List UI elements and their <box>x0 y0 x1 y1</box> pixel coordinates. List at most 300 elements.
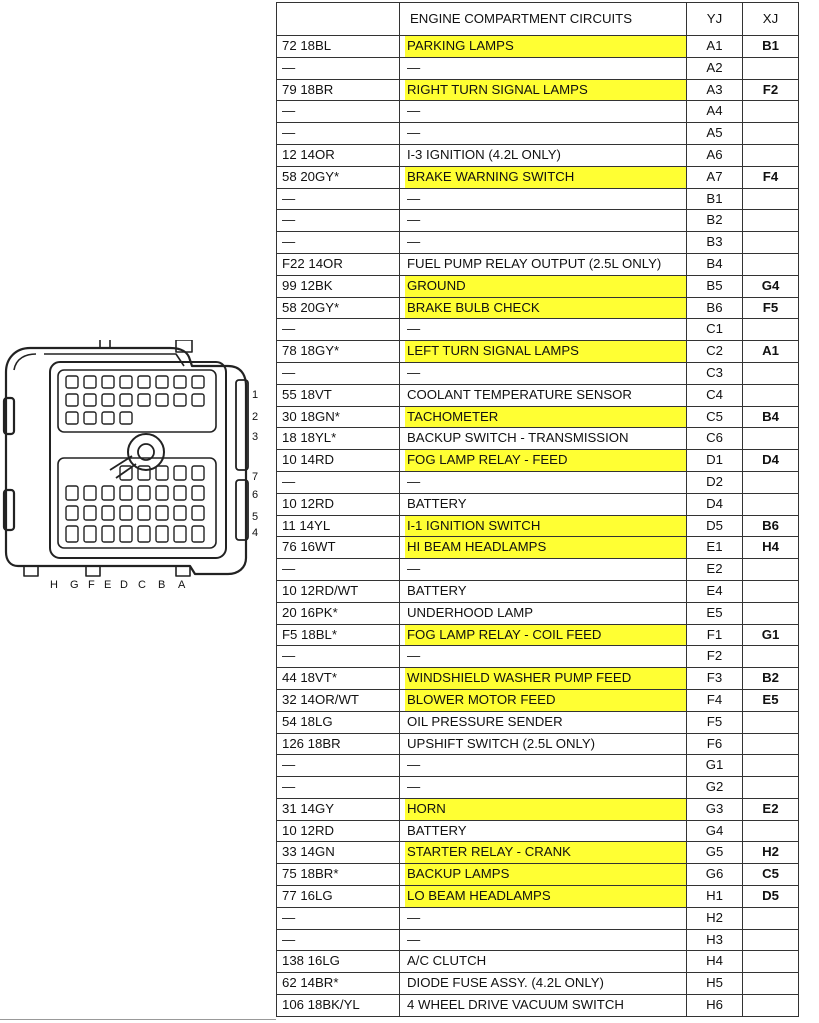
yj-cavity: E5 <box>687 602 743 624</box>
table-row <box>277 123 799 145</box>
row-number: 6 <box>252 489 259 501</box>
circuit-name: — <box>407 125 421 141</box>
cavity <box>138 486 150 500</box>
wire-code: 99 12BK <box>277 275 400 297</box>
wire-code: 44 18VT* <box>277 668 400 690</box>
wire-code: 55 18VT <box>277 384 400 406</box>
xj-cavity <box>743 210 799 232</box>
wire-code: 76 16WT <box>277 537 400 559</box>
circuit-cell <box>400 842 687 864</box>
header-yj: YJ <box>687 3 743 36</box>
cavity <box>102 486 114 500</box>
cavity <box>192 376 204 388</box>
yj-cavity: A2 <box>687 57 743 79</box>
yj-cavity: G3 <box>687 798 743 820</box>
circuit-cell <box>400 428 687 450</box>
xj-cavity: D4 <box>743 450 799 472</box>
circuit-cell <box>400 36 687 58</box>
yj-cavity: C3 <box>687 362 743 384</box>
wire-code: 30 18GN* <box>277 406 400 428</box>
yj-cavity: E1 <box>687 537 743 559</box>
table-row <box>277 275 799 297</box>
row-number: 2 <box>252 411 259 423</box>
circuit-table <box>276 2 799 1017</box>
cavity <box>84 506 96 520</box>
cavity <box>102 412 114 424</box>
wire-code: 77 16LG <box>277 886 400 908</box>
header-wire <box>277 3 400 36</box>
circuit-name: FOG LAMP RELAY - COIL FEED <box>405 625 686 646</box>
circuit-name: I-3 IGNITION (4.2L ONLY) <box>407 146 561 162</box>
xj-cavity: H2 <box>743 842 799 864</box>
table-row <box>277 646 799 668</box>
xj-cavity <box>743 646 799 668</box>
circuit-name: RIGHT TURN SIGNAL LAMPS <box>405 80 686 101</box>
row-number: 1 <box>252 389 259 401</box>
xj-cavity <box>743 929 799 951</box>
row-number: 5 <box>252 511 259 523</box>
cavity <box>84 412 96 424</box>
circuit-name: — <box>407 364 421 380</box>
yj-cavity: G2 <box>687 777 743 799</box>
circuit-cell <box>400 450 687 472</box>
circuit-name: — <box>407 190 421 206</box>
xj-cavity <box>743 188 799 210</box>
wire-code: 78 18GY* <box>277 341 400 363</box>
yj-cavity: C6 <box>687 428 743 450</box>
xj-cavity <box>743 820 799 842</box>
cavity <box>156 506 168 520</box>
circuit-cell <box>400 232 687 254</box>
table-row <box>277 951 799 973</box>
table-row <box>277 428 799 450</box>
circuit-cell <box>400 755 687 777</box>
circuit-name: DIODE FUSE ASSY. (4.2L ONLY) <box>407 975 604 991</box>
circuit-cell <box>400 820 687 842</box>
circuit-cell <box>400 406 687 428</box>
wire-code: 12 14OR <box>277 144 400 166</box>
table-row <box>277 580 799 602</box>
cavity <box>156 394 168 406</box>
wire-code: — <box>277 123 400 145</box>
circuit-name: BRAKE WARNING SWITCH <box>405 167 686 188</box>
circuit-cell <box>400 907 687 929</box>
circuit-cell <box>400 973 687 995</box>
cavity <box>138 526 150 542</box>
table-row <box>277 57 799 79</box>
wire-code: — <box>277 210 400 232</box>
wire-code: 126 18BR <box>277 733 400 755</box>
circuit-name: A/C CLUTCH <box>407 953 487 969</box>
wire-code: 10 12RD <box>277 493 400 515</box>
wire-code: F5 18BL* <box>277 624 400 646</box>
xj-cavity: B4 <box>743 406 799 428</box>
xj-cavity <box>743 559 799 581</box>
circuit-cell <box>400 471 687 493</box>
cavity <box>84 486 96 500</box>
yj-cavity: H4 <box>687 951 743 973</box>
circuit-cell <box>400 689 687 711</box>
circuit-name: LO BEAM HEADLAMPS <box>405 886 686 907</box>
cavity <box>120 486 132 500</box>
circuit-name: — <box>407 473 421 489</box>
circuit-name: WINDSHIELD WASHER PUMP FEED <box>405 668 686 689</box>
wire-code: 58 20GY* <box>277 297 400 319</box>
xj-cavity: B6 <box>743 515 799 537</box>
xj-cavity: B1 <box>743 36 799 58</box>
circuit-name: BATTERY <box>407 582 467 598</box>
circuit-cell <box>400 144 687 166</box>
circuit-cell <box>400 493 687 515</box>
table-row <box>277 515 799 537</box>
cavity <box>84 376 96 388</box>
cavity <box>120 526 132 542</box>
wire-code: 33 14GN <box>277 842 400 864</box>
cavity <box>156 486 168 500</box>
circuit-name: HORN <box>405 799 686 820</box>
circuit-cell <box>400 668 687 690</box>
yj-cavity: C5 <box>687 406 743 428</box>
yj-cavity: A4 <box>687 101 743 123</box>
wire-code: 75 18BR* <box>277 864 400 886</box>
circuit-name: — <box>407 757 421 773</box>
table-row <box>277 559 799 581</box>
yj-cavity: C1 <box>687 319 743 341</box>
cavity <box>174 394 186 406</box>
circuit-name: — <box>407 103 421 119</box>
circuit-name: — <box>407 648 421 664</box>
circuit-cell <box>400 929 687 951</box>
circuit-name: BLOWER MOTOR FEED <box>405 690 686 711</box>
column-letter: H <box>50 579 58 591</box>
table-row <box>277 798 799 820</box>
xj-cavity: H4 <box>743 537 799 559</box>
circuit-cell <box>400 384 687 406</box>
cavity <box>174 486 186 500</box>
table-row <box>277 188 799 210</box>
xj-cavity: F2 <box>743 79 799 101</box>
column-letter: E <box>104 579 112 591</box>
circuit-cell <box>400 123 687 145</box>
yj-cavity: F2 <box>687 646 743 668</box>
xj-cavity <box>743 602 799 624</box>
wire-code: 106 18BK/YL <box>277 995 400 1017</box>
table-row <box>277 995 799 1017</box>
wire-code: — <box>277 929 400 951</box>
yj-cavity: H1 <box>687 886 743 908</box>
table-row <box>277 471 799 493</box>
xj-cavity <box>743 995 799 1017</box>
xj-cavity: C5 <box>743 864 799 886</box>
yj-cavity: D4 <box>687 493 743 515</box>
circuit-name: STARTER RELAY - CRANK <box>405 842 686 863</box>
circuit-cell <box>400 559 687 581</box>
circuit-cell <box>400 166 687 188</box>
circuit-name: HI BEAM HEADLAMPS <box>405 537 686 558</box>
circuit-cell <box>400 711 687 733</box>
cavity <box>156 466 168 480</box>
table-row <box>277 406 799 428</box>
cavity <box>138 376 150 388</box>
circuit-name: BATTERY <box>407 822 467 838</box>
cavity <box>84 394 96 406</box>
xj-cavity: A1 <box>743 341 799 363</box>
yj-cavity: F1 <box>687 624 743 646</box>
xj-cavity <box>743 253 799 275</box>
yj-cavity: D2 <box>687 471 743 493</box>
table-row <box>277 842 799 864</box>
wire-code: 72 18BL <box>277 36 400 58</box>
cavity <box>120 506 132 520</box>
circuit-name: BACKUP LAMPS <box>405 864 686 885</box>
table-row <box>277 711 799 733</box>
connector-shell <box>6 348 246 574</box>
yj-cavity: B4 <box>687 253 743 275</box>
xj-cavity <box>743 755 799 777</box>
circuit-name: BATTERY <box>407 495 467 511</box>
cavity <box>156 526 168 542</box>
wire-code: — <box>277 362 400 384</box>
xj-cavity <box>743 777 799 799</box>
wire-code: 58 20GY* <box>277 166 400 188</box>
yj-cavity: C2 <box>687 341 743 363</box>
cavity <box>138 394 150 406</box>
wire-code: 11 14YL <box>277 515 400 537</box>
table-row <box>277 384 799 406</box>
xj-cavity: D5 <box>743 886 799 908</box>
circuit-cell <box>400 515 687 537</box>
table-header-row <box>277 3 799 36</box>
xj-cavity <box>743 733 799 755</box>
wire-code: 54 18LG <box>277 711 400 733</box>
yj-cavity: G6 <box>687 864 743 886</box>
circuit-cell <box>400 341 687 363</box>
circuit-cell <box>400 733 687 755</box>
cavity <box>120 394 132 406</box>
wire-code: — <box>277 559 400 581</box>
circuit-cell <box>400 57 687 79</box>
yj-cavity: E4 <box>687 580 743 602</box>
xj-cavity <box>743 973 799 995</box>
yj-cavity: B2 <box>687 210 743 232</box>
circuit-name: OIL PRESSURE SENDER <box>407 713 563 729</box>
circuit-cell <box>400 319 687 341</box>
circuit-cell <box>400 602 687 624</box>
xj-cavity <box>743 384 799 406</box>
wire-code: — <box>277 57 400 79</box>
yj-cavity: F4 <box>687 689 743 711</box>
circuit-name: — <box>407 909 421 925</box>
xj-cavity: B2 <box>743 668 799 690</box>
table-row <box>277 537 799 559</box>
circuit-cell <box>400 995 687 1017</box>
table-row <box>277 820 799 842</box>
xj-cavity <box>743 57 799 79</box>
yj-cavity: A6 <box>687 144 743 166</box>
wire-code: 10 12RD/WT <box>277 580 400 602</box>
yj-cavity: A5 <box>687 123 743 145</box>
table-row <box>277 450 799 472</box>
cavity <box>84 526 96 542</box>
yj-cavity: H3 <box>687 929 743 951</box>
table-row <box>277 36 799 58</box>
circuit-name: BACKUP SWITCH - TRANSMISSION <box>407 430 629 446</box>
circuit-name: I-1 IGNITION SWITCH <box>405 516 686 537</box>
cavity <box>66 486 78 500</box>
circuit-cell <box>400 79 687 101</box>
yj-cavity: B5 <box>687 275 743 297</box>
yj-cavity: D1 <box>687 450 743 472</box>
table-row <box>277 689 799 711</box>
table-row <box>277 232 799 254</box>
cavity <box>174 506 186 520</box>
column-letter: G <box>70 579 79 591</box>
xj-cavity: F4 <box>743 166 799 188</box>
column-letter: D <box>120 579 128 591</box>
table-row <box>277 166 799 188</box>
wire-code: — <box>277 101 400 123</box>
cavity <box>66 376 78 388</box>
xj-cavity <box>743 951 799 973</box>
yj-cavity: B1 <box>687 188 743 210</box>
circuit-name: — <box>407 931 421 947</box>
header-xj: XJ <box>743 3 799 36</box>
yj-cavity: F5 <box>687 711 743 733</box>
wire-code: — <box>277 319 400 341</box>
cavity <box>102 394 114 406</box>
yj-cavity: E2 <box>687 559 743 581</box>
cavity <box>66 412 78 424</box>
circuit-name: FOG LAMP RELAY - FEED <box>405 450 686 471</box>
yj-cavity: D5 <box>687 515 743 537</box>
cavity <box>174 526 186 542</box>
table-row <box>277 929 799 951</box>
table-row <box>277 493 799 515</box>
circuit-cell <box>400 297 687 319</box>
table-row <box>277 668 799 690</box>
cavity <box>102 506 114 520</box>
wire-code: — <box>277 907 400 929</box>
circuit-cell <box>400 646 687 668</box>
yj-cavity: H2 <box>687 907 743 929</box>
circuit-cell <box>400 188 687 210</box>
xj-cavity <box>743 232 799 254</box>
circuit-name: COOLANT TEMPERATURE SENSOR <box>407 386 632 402</box>
yj-cavity: G1 <box>687 755 743 777</box>
yj-cavity: B6 <box>687 297 743 319</box>
table-row <box>277 253 799 275</box>
yj-cavity: F6 <box>687 733 743 755</box>
row-number: 4 <box>252 527 259 539</box>
column-letter: B <box>158 579 166 591</box>
xj-cavity <box>743 362 799 384</box>
table-row <box>277 144 799 166</box>
yj-cavity: A7 <box>687 166 743 188</box>
header-circuits: ENGINE COMPARTMENT CIRCUITS <box>400 3 687 36</box>
wire-code: — <box>277 232 400 254</box>
circuit-cell <box>400 101 687 123</box>
cavity <box>192 486 204 500</box>
column-letter: A <box>178 579 186 591</box>
xj-cavity <box>743 123 799 145</box>
circuit-name: — <box>407 779 421 795</box>
yj-cavity: F3 <box>687 668 743 690</box>
wire-code: 138 16LG <box>277 951 400 973</box>
cavity <box>102 526 114 542</box>
xj-cavity: E5 <box>743 689 799 711</box>
xj-cavity <box>743 580 799 602</box>
xj-cavity: F5 <box>743 297 799 319</box>
table-row <box>277 907 799 929</box>
table-row <box>277 297 799 319</box>
cavity <box>192 466 204 480</box>
circuit-cell <box>400 253 687 275</box>
column-letter: C <box>138 579 146 591</box>
circuit-name: LEFT TURN SIGNAL LAMPS <box>405 341 686 362</box>
table-row <box>277 341 799 363</box>
yj-cavity: H6 <box>687 995 743 1017</box>
yj-cavity: A3 <box>687 79 743 101</box>
cavity <box>66 526 78 542</box>
xj-cavity: E2 <box>743 798 799 820</box>
circuit-cell <box>400 362 687 384</box>
table-row <box>277 755 799 777</box>
xj-cavity <box>743 907 799 929</box>
circuit-name: 4 WHEEL DRIVE VACUUM SWITCH <box>407 997 624 1013</box>
circuit-cell <box>400 580 687 602</box>
yj-cavity: H5 <box>687 973 743 995</box>
xj-cavity <box>743 711 799 733</box>
circuit-cell <box>400 624 687 646</box>
cavity <box>156 376 168 388</box>
circuit-name: — <box>407 321 421 337</box>
yj-cavity: B3 <box>687 232 743 254</box>
circuit-name: PARKING LAMPS <box>405 36 686 57</box>
wire-code: 20 16PK* <box>277 602 400 624</box>
xj-cavity: G4 <box>743 275 799 297</box>
table-row <box>277 319 799 341</box>
wire-code: 10 14RD <box>277 450 400 472</box>
wire-code: 79 18BR <box>277 79 400 101</box>
circuit-name: — <box>407 561 421 577</box>
circuit-cell <box>400 537 687 559</box>
circuit-name: — <box>407 234 421 250</box>
circuit-cell <box>400 275 687 297</box>
row-number: 3 <box>252 431 259 443</box>
circuit-name: — <box>407 59 421 75</box>
wire-code: — <box>277 646 400 668</box>
table-row <box>277 864 799 886</box>
wire-code: — <box>277 777 400 799</box>
wire-code: 31 14GY <box>277 798 400 820</box>
row-number: 7 <box>252 471 259 483</box>
cavity <box>174 376 186 388</box>
table-row <box>277 79 799 101</box>
table-row <box>277 973 799 995</box>
yj-cavity: C4 <box>687 384 743 406</box>
yj-cavity: A1 <box>687 36 743 58</box>
table-row <box>277 362 799 384</box>
cavity <box>120 412 132 424</box>
circuit-name: FUEL PUMP RELAY OUTPUT (2.5L ONLY) <box>407 255 662 271</box>
xj-cavity <box>743 428 799 450</box>
cavity <box>192 526 204 542</box>
circuit-cell <box>400 864 687 886</box>
circuit-name: UNDERHOOD LAMP <box>407 604 534 620</box>
bottom-rule <box>0 1019 276 1020</box>
wire-code: F22 14OR <box>277 253 400 275</box>
cavity <box>192 394 204 406</box>
